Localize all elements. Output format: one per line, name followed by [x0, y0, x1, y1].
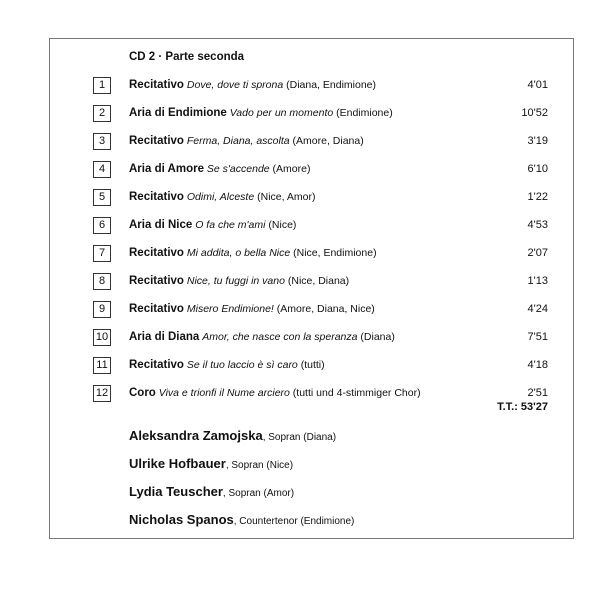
track-type: Recitativo [129, 275, 184, 287]
track-description [129, 190, 315, 204]
track-type: Recitativo [129, 135, 184, 147]
track-title: Mi addita, o bella Nice [186, 247, 291, 259]
track-roles: (Nice, Diana) [287, 275, 350, 287]
track-description [129, 274, 349, 288]
track-number: 2 [93, 105, 111, 122]
track-title: Misero Endimione! [186, 303, 274, 315]
track-type: Recitativo [129, 191, 184, 203]
track-duration: 4'01 [527, 79, 548, 91]
track-roles: (Nice) [268, 219, 297, 231]
track-number: 9 [93, 301, 111, 318]
track-number: 7 [93, 245, 111, 262]
track-duration: 2'51 [527, 387, 548, 399]
track-type: Recitativo [129, 303, 184, 315]
track-description [129, 134, 364, 148]
artist-credit [129, 512, 354, 527]
track-type: Recitativo [129, 79, 184, 91]
track-title: Se s'accende [206, 163, 270, 175]
track-duration: 7'51 [527, 331, 548, 343]
track-number: 8 [93, 273, 111, 290]
track-roles: (Nice, Endimione) [293, 247, 377, 259]
track-number: 1 [93, 77, 111, 94]
track-duration: 4'53 [527, 219, 548, 231]
track-description [129, 246, 377, 260]
track-row [93, 385, 548, 403]
cd-header: CD 2 · Parte seconda [129, 51, 245, 63]
artist-credit [129, 456, 293, 471]
track-description [129, 302, 375, 316]
track-description [129, 106, 393, 120]
track-row [93, 357, 548, 375]
track-type: Recitativo [129, 247, 184, 259]
track-row [93, 301, 548, 319]
artist-name: Ulrike Hofbauer [129, 456, 226, 471]
track-row [93, 105, 548, 123]
track-roles: (Endimione) [336, 107, 393, 119]
artist-credit [129, 484, 294, 499]
track-number: 4 [93, 161, 111, 178]
track-number: 3 [93, 133, 111, 150]
track-type: Aria di Diana [129, 331, 200, 343]
track-number: 11 [93, 357, 111, 374]
artist-role: , Countertenor (Endimione) [233, 516, 355, 527]
track-row [93, 273, 548, 291]
track-title: Viva e trionfi il Nume arciero [158, 387, 290, 399]
artist-name: Lydia Teuscher [129, 484, 223, 499]
track-row [93, 133, 548, 151]
track-roles: (tutti) [300, 359, 325, 371]
track-description [129, 358, 325, 372]
artist-name: Aleksandra Zamojska [129, 428, 263, 443]
track-roles: (Amore, Diana, Nice) [276, 303, 375, 315]
track-title: O fa che m'ami [195, 219, 266, 231]
track-title: Se il tuo laccio è sì caro [186, 359, 298, 371]
track-duration: 4'24 [527, 303, 548, 315]
artist-name: Nicholas Spanos [129, 512, 234, 527]
track-title: Odimi, Alceste [186, 191, 255, 203]
track-number: 12 [93, 385, 111, 402]
track-roles: (Nice, Amor) [257, 191, 316, 203]
track-type: Recitativo [129, 359, 184, 371]
track-duration: 1'22 [527, 191, 548, 203]
artist-role: , Sopran (Nice) [225, 460, 294, 471]
track-duration: 3'19 [527, 135, 548, 147]
track-duration: 10'52 [521, 107, 548, 119]
total-time: T.T.: 53'27 [497, 401, 548, 413]
artist-role: , Sopran (Amor) [222, 488, 295, 499]
track-row [93, 77, 548, 95]
track-title: Ferma, Diana, ascolta [186, 135, 290, 147]
track-roles: (Amore, Diana) [292, 135, 364, 147]
track-type: Aria di Endimione [129, 107, 227, 119]
track-number: 6 [93, 217, 111, 234]
track-roles: (Diana) [360, 331, 395, 343]
track-description [129, 330, 395, 344]
track-number: 10 [93, 329, 111, 346]
track-row [93, 161, 548, 179]
track-type: Aria di Nice [129, 219, 193, 231]
artist-role: , Sopran (Diana) [262, 432, 337, 443]
track-duration: 2'07 [527, 247, 548, 259]
track-title: Dove, dove ti sprona [186, 79, 284, 91]
track-row [93, 245, 548, 263]
track-row [93, 189, 548, 207]
track-roles: (Amore) [272, 163, 311, 175]
track-title: Nice, tu fuggi in vano [186, 275, 285, 287]
track-roles: (Diana, Endimione) [286, 79, 377, 91]
track-description [129, 218, 296, 232]
track-row [93, 217, 548, 235]
track-description [129, 78, 376, 92]
track-title: Vado per un momento [229, 107, 334, 119]
track-number: 5 [93, 189, 111, 206]
track-title: Amor, che nasce con la speranza [202, 331, 358, 343]
track-description [129, 162, 310, 176]
track-type: Aria di Amore [129, 163, 204, 175]
track-description [129, 386, 421, 400]
artist-credit [129, 428, 336, 443]
track-row [93, 329, 548, 347]
track-duration: 6'10 [527, 163, 548, 175]
track-duration: 4'18 [527, 359, 548, 371]
track-duration: 1'13 [527, 275, 548, 287]
track-type: Coro [129, 387, 156, 399]
track-roles: (tutti und 4-stimmiger Chor) [292, 387, 421, 399]
